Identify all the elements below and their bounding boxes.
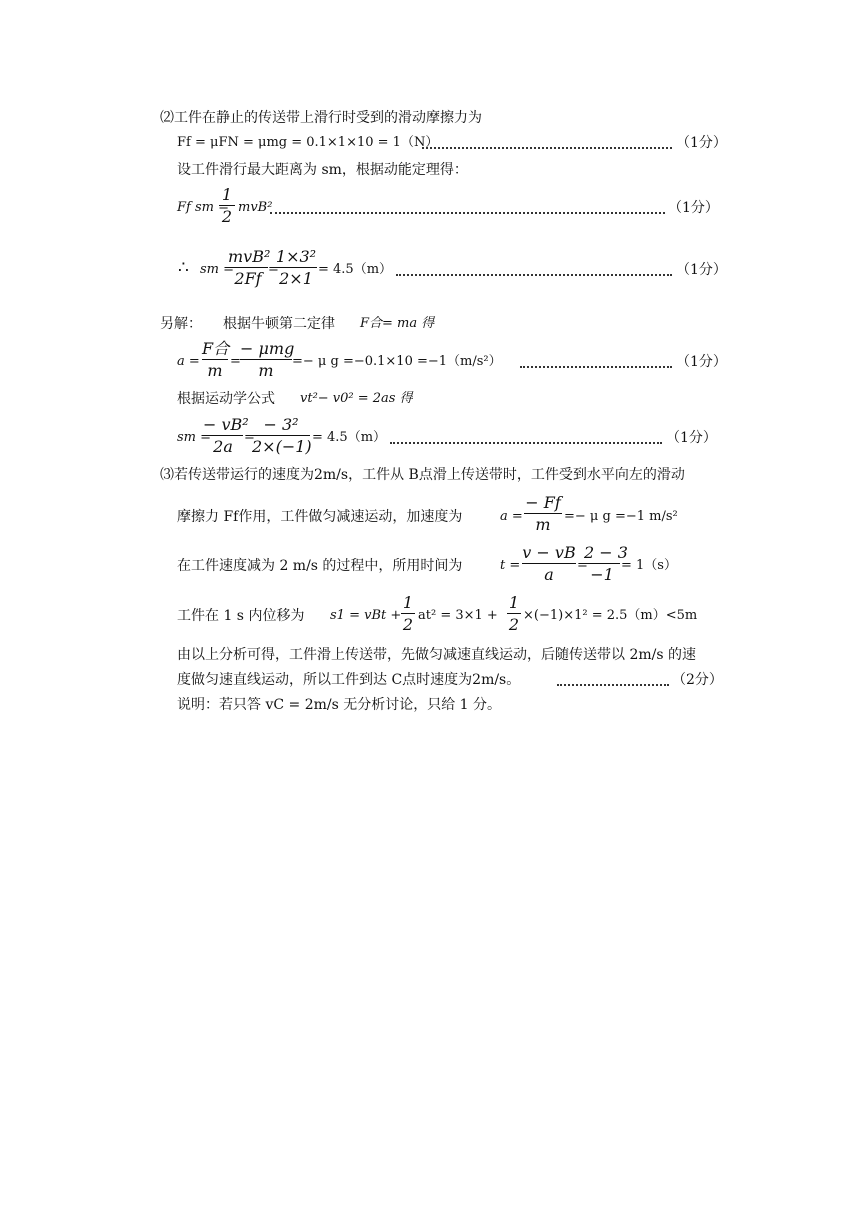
note: 说明：若只答 vC = 2m/s 无分析讨论，只给 1 分。 bbox=[177, 697, 502, 713]
therefore-symbol: ∴ bbox=[178, 258, 189, 278]
kinematics-equation: vt²− v0² = 2as 得 bbox=[300, 391, 413, 406]
document-page: ⑵工件在静止的传送带上滑行时受到的滑动摩擦力为 Ff = μFN = μmg = 0.1×1×10 = 1（N） （1分） 设工件滑行最大距离为 sm，根据动能定理得： Ff sm = 1 2 mvB² （1分） ∴ sm = mvB² 2Ff = 1×3² 2×1 = 4.5（m） （1分） 另解： 根据牛顿第二定律 F合= ma 得 a = F合 m = − μmg m =− μ g =−0.1×10 =−1（m/s²） （1分） 根据运动学公式 vt²− v0² = 2as 得 sm = − vB² 2a = − 3² 2×(−1) = 4.5（m） （1分） ⑶若传送带运行的速度为2m/s，工件从 B点滑上传送带时，工件受到水平向左的滑动 摩擦力 Ff作用，工件做匀减速运动，加速度为 a = − Ff m =− μ g =−1 m/s² 在工件速度减为 2 m/s 的过程中，所用时间为 t = v − vB a = 2 − 3 −1 = 1（s） 工件在 1 s 内位移为 s1 = vBt + 1 2 at² = 3×1 + 1 2 ×(−1)×1² = 2.5（m）<5m 由以上分析可得，工件滑上传送带，先做匀减速直线运动，后随传送带以 2m/s 的速 度做匀速直线运动，所以工件到达 C点时速度为2m/s。 （2分） 说明：若只答 vC = 2m/s 无分析讨论，只给 1 分。 bbox=[160, 110, 727, 713]
part3-line4-eq-b: at² = 3×1 + bbox=[418, 608, 498, 623]
leader-dots bbox=[390, 440, 662, 444]
alt-displacement-fraction-1: − vB² 2a bbox=[203, 415, 249, 456]
accel-fraction-1: F合 m bbox=[202, 339, 230, 380]
leader-dots bbox=[520, 364, 672, 368]
part3-line5: 由以上分析可得，工件滑上传送带，先做匀减速直线运动，后随传送带以 2m/s 的速 bbox=[177, 647, 696, 663]
part3-half-fraction-1: 1 2 bbox=[402, 593, 414, 634]
leader-dots bbox=[557, 682, 669, 686]
alt-equation: F合= ma 得 bbox=[360, 316, 435, 331]
part3-line2-left: a = bbox=[500, 509, 523, 524]
accel-fraction-2: − μmg m bbox=[240, 339, 295, 380]
alt-displacement-result: = 4.5（m） bbox=[312, 430, 387, 445]
score-mark: （1分） bbox=[676, 354, 727, 370]
score-mark: （1分） bbox=[676, 262, 727, 278]
part3-time-fraction-2: 2 − 3 −1 bbox=[584, 543, 628, 584]
part3-line4-text: 工件在 1 s 内位移为 bbox=[177, 608, 305, 624]
score-mark: （1分） bbox=[668, 200, 719, 216]
part3-line3-text: 在工件速度减为 2 m/s 的过程中，所用时间为 bbox=[177, 558, 463, 574]
leader-dots bbox=[422, 145, 672, 149]
alt-displacement-left: sm = bbox=[177, 430, 212, 445]
displacement-fraction-2: 1×3² 2×1 bbox=[275, 247, 317, 288]
score-mark: （2分） bbox=[672, 672, 723, 688]
accel-result: =− μ g =−0.1×10 =−1（m/s²） bbox=[292, 354, 502, 369]
alt-label: 另解： bbox=[160, 316, 202, 332]
friction-equation: Ff = μFN = μmg = 0.1×1×10 = 1（N） bbox=[177, 135, 439, 150]
part3-half-fraction-2: 1 2 bbox=[508, 593, 520, 634]
alt-displacement-fraction-2: − 3² 2×(−1) bbox=[252, 415, 312, 456]
part2-heading: ⑵工件在静止的传送带上滑行时受到的滑动摩擦力为 bbox=[160, 110, 482, 126]
displacement-eq-left: sm = bbox=[200, 262, 235, 277]
alt-text: 根据牛顿第二定律 bbox=[223, 316, 335, 332]
energy-eq-right: mvB² bbox=[238, 200, 273, 215]
max-distance-sentence: 设工件滑行最大距离为 sm，根据动能定理得： bbox=[177, 162, 468, 178]
part3-line3-result: = 1（s） bbox=[621, 558, 677, 573]
part3-accel-fraction: − Ff m bbox=[525, 493, 561, 534]
part3-time-fraction-1: v − vB a bbox=[522, 543, 576, 584]
accel-eq-left: a = bbox=[177, 354, 200, 369]
score-mark: （1分） bbox=[676, 135, 727, 151]
part3-line4-eq-a: s1 = vBt + bbox=[330, 608, 402, 623]
score-mark: （1分） bbox=[666, 430, 717, 446]
leader-dots bbox=[396, 272, 672, 276]
part3-line2-text: 摩擦力 Ff作用，工件做匀减速运动，加速度为 bbox=[177, 509, 463, 525]
part3-line3-left: t = bbox=[500, 558, 521, 573]
part3-line1: ⑶若传送带运行的速度为2m/s，工件从 B点滑上传送带时，工件受到水平向左的滑动 bbox=[160, 467, 685, 483]
part3-line2-result: =− μ g =−1 m/s² bbox=[564, 509, 678, 524]
leader-dots bbox=[270, 210, 665, 214]
kinematics-text: 根据运动学公式 bbox=[177, 391, 275, 407]
part3-line4-eq-c: ×(−1)×1² = 2.5（m）<5m bbox=[523, 608, 698, 623]
displacement-fraction-1: mvB² 2Ff bbox=[228, 247, 271, 288]
displacement-result: = 4.5（m） bbox=[318, 262, 393, 277]
part3-line6: 度做匀速直线运动，所以工件到达 C点时速度为2m/s。 bbox=[177, 672, 521, 688]
energy-eq-left: Ff sm = bbox=[177, 200, 229, 215]
energy-eq-fraction: 1 2 bbox=[219, 185, 235, 226]
